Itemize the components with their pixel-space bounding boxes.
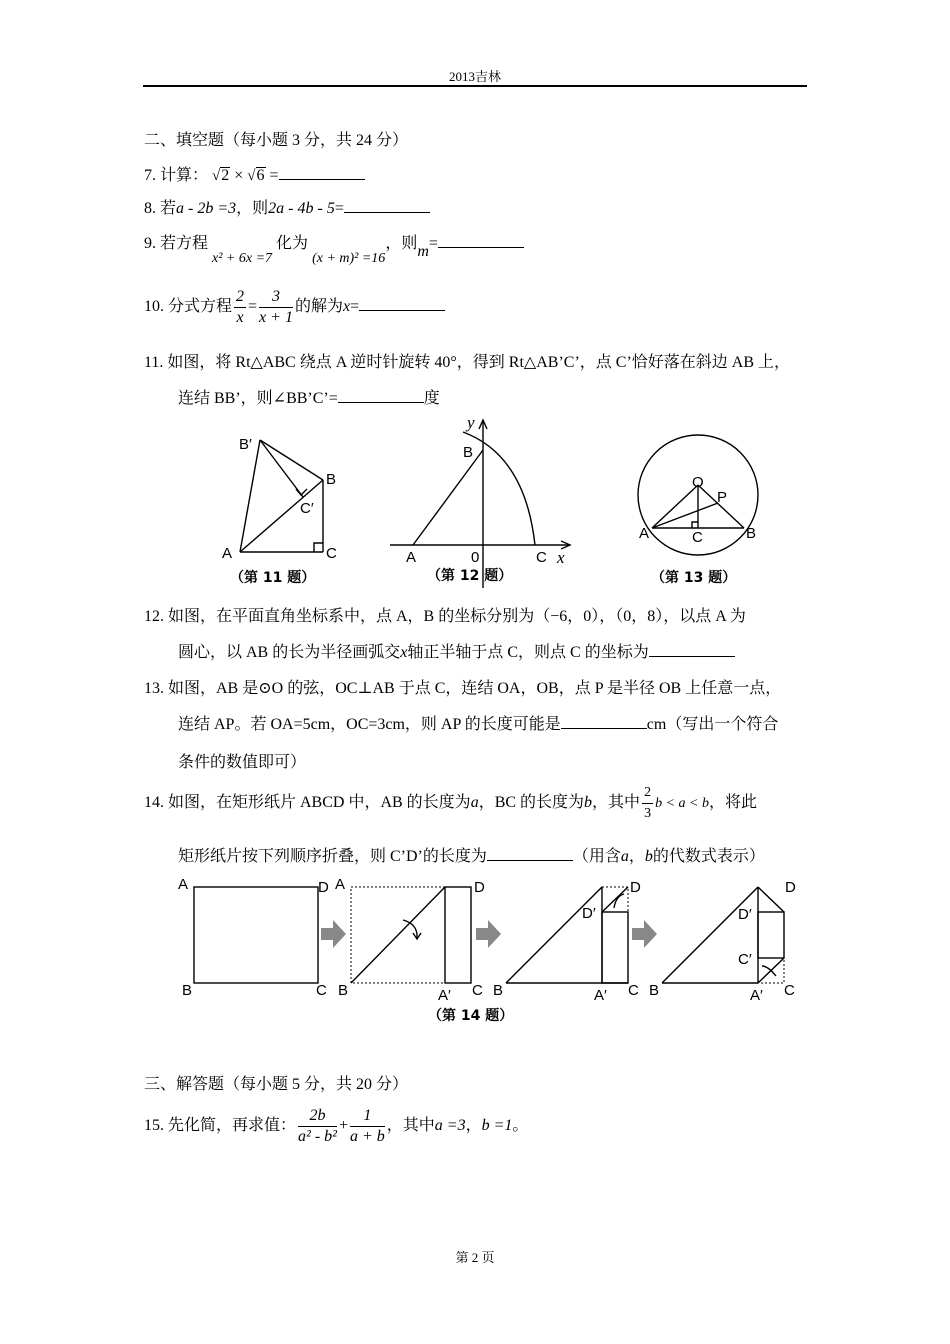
figure-14: [170, 872, 810, 1032]
f13-segment-OA: [652, 485, 698, 528]
q7-text: 计算：: [160, 167, 209, 184]
f14-p2-label-d: D: [474, 879, 485, 896]
q8-pre: 若: [160, 200, 177, 217]
answer-blank: [438, 233, 524, 248]
f11-line-B1C1: [260, 440, 303, 497]
q9-equals: =: [428, 235, 438, 252]
q14-frac-num: 2: [642, 783, 653, 804]
f14-p4-label-c: C: [784, 982, 795, 999]
q12-line-2: [178, 639, 735, 662]
answer-blank: [359, 296, 445, 311]
q15-pre: 15. 先化简，再求值：: [144, 1117, 297, 1135]
q9-equation-1: x² + 6x =7: [212, 251, 273, 266]
question-8: [144, 195, 430, 218]
f13-segment-AP: [652, 503, 718, 528]
q12-text-a: 圆心，以 AB 的长为半径画弧交: [178, 644, 401, 661]
f14-p3-label-c: C: [628, 982, 639, 999]
q14-text-a: 14. 如图，在矩形纸片 ABCD 中，AB 的长度为: [144, 794, 471, 812]
f14-p1-label-a: A: [178, 876, 189, 893]
q8-mid: ，则: [236, 200, 269, 217]
f13-label-b: B: [746, 525, 757, 542]
q8-expr-1: a - 2b =3: [176, 200, 237, 217]
q15-post: ，其中: [386, 1117, 435, 1135]
q7-radicand-2: 6: [256, 167, 265, 184]
section-2-title: 二、填空题（每小题 3 分，共 24 分）: [144, 132, 409, 149]
q10-denominator-1: x: [236, 309, 244, 326]
f14-p4-label-d-prime: D′: [738, 906, 752, 923]
question-15: [144, 1106, 528, 1147]
q10-variable: x: [342, 298, 351, 316]
q14-text-e: 矩形纸片按下列顺序折叠，则 C’D’的长度为: [178, 848, 487, 865]
q13-text-a: 连结 AP。若 OA=5cm，OC=3cm，则 AP 的长度可能是: [178, 716, 561, 733]
q14-text-c: ，其中: [592, 794, 641, 812]
f14-arrow-1: [321, 920, 346, 948]
f14-p2-label-c: C: [472, 982, 483, 999]
q7-number: 7.: [144, 167, 156, 184]
f14-p4-label-c-prime: C′: [738, 951, 752, 968]
q15-numerator-1: 2b: [298, 1106, 337, 1127]
f12-label-b: B: [463, 444, 474, 461]
q11-line-2: [178, 385, 440, 408]
f12-label-a: A: [406, 549, 417, 566]
q10-denominator-2: x + 1: [259, 309, 293, 326]
f11-label-b: B: [326, 471, 337, 488]
answer-blank: [338, 388, 424, 403]
f14-p3-label-b: B: [493, 982, 504, 999]
answer-blank: [649, 642, 735, 657]
q15-end: 。: [512, 1117, 529, 1135]
f14-p2-label-b: B: [338, 982, 349, 999]
page-header: 2013吉林: [448, 69, 501, 84]
q10-numerator-1: 2: [234, 287, 246, 308]
answer-blank: [487, 846, 573, 861]
section-3-title: 三、解答题（每小题 5 分，共 20 分）: [144, 1076, 409, 1093]
f13-label-o: O: [692, 474, 704, 491]
q10-equals: =: [350, 298, 360, 316]
f14-p4-strip: [758, 912, 784, 958]
f11-right-angle-C1: [296, 489, 307, 495]
f14-p1-label-b: B: [182, 982, 193, 999]
q15-denominator-2: a + b: [349, 1128, 385, 1145]
f14-strip: [445, 887, 471, 983]
answer-blank: [344, 198, 430, 213]
q10-pre: 分式方程: [168, 298, 233, 316]
q8-equals: =: [334, 200, 344, 217]
q11-post: 度: [423, 390, 440, 407]
f14-rectangle: [194, 887, 318, 983]
page-footer: 第 2 页: [455, 1250, 495, 1265]
q13-text-b: cm（写出一个符合: [646, 716, 779, 733]
f14-p4-hypotenuse: [662, 887, 758, 983]
q15-denominator-1: a² - b²: [298, 1128, 337, 1145]
q15-fraction-1: [298, 1106, 337, 1147]
answer-blank: [279, 165, 365, 180]
f14-fold-arrow-2: [614, 894, 624, 908]
q13-line-2: [178, 711, 778, 734]
answer-blank: [561, 714, 647, 729]
q9-variable: m: [417, 243, 429, 260]
f14-p3-label-d-prime: D′: [582, 905, 596, 922]
f12-label-origin: 0: [471, 549, 480, 566]
q15-numerator-2: 1: [350, 1106, 385, 1127]
question-7: 7. 计算： √2 × √6 =: [144, 162, 365, 185]
q10-numerator-2: 3: [259, 287, 293, 308]
q9-post: ，则: [385, 235, 418, 252]
f12-label-x: x: [557, 548, 565, 567]
q14-var-b: b: [584, 794, 593, 812]
q10-fraction-1: [234, 287, 246, 328]
f14-p1-label-c: C: [316, 982, 327, 999]
q9-equation-2: (x + m)² =16: [312, 251, 386, 266]
q14-var-a: a: [470, 794, 479, 812]
f13-label-p: P: [717, 489, 728, 506]
f12-label-c: C: [536, 549, 547, 566]
f13-label-a: A: [639, 525, 650, 542]
q14-inequality: b < a < b: [655, 796, 709, 812]
q15-fraction-2: [350, 1106, 385, 1147]
f11-label-c-prime: C′: [300, 500, 314, 517]
q14-text-g: ，: [628, 848, 645, 865]
f14-fold-line: [351, 887, 445, 983]
q14-text-f: （用含: [572, 848, 621, 865]
q9-mid: 化为: [276, 235, 309, 252]
q15-plus: +: [338, 1117, 348, 1135]
q14-line-1: [144, 783, 757, 824]
q9-pre: 若方程: [160, 235, 209, 252]
f11-label-c: C: [326, 545, 337, 562]
f14-p1-label-d: D: [318, 879, 329, 896]
q11-line-1: 11. 如图，将 Rt△ABC 绕点 A 逆时针旋转 40°，得到 Rt△AB’C’，点 C’恰好落在斜边 AB 上，: [144, 354, 791, 371]
f14-p3-label-d: D: [630, 879, 641, 896]
q14-frac-den: 3: [644, 806, 652, 821]
q13-line-3: 条件的数值即可）: [178, 754, 307, 771]
f14-p4-label-d: D: [785, 879, 796, 896]
f14-arrow-3: [632, 920, 657, 948]
q14-line-2: [178, 843, 765, 866]
q7-radicand-1: 2: [221, 167, 230, 184]
q14-var-b-2: b: [644, 848, 653, 865]
f14-p3-label-a-prime: A′: [594, 987, 607, 1004]
q12-variable: x: [400, 644, 408, 661]
q15-condition-2: b =1: [481, 1117, 513, 1135]
f14-p2-label-a-prime: A′: [438, 987, 451, 1004]
figure-12: [385, 410, 585, 590]
f14-caption: （第 14 题）: [428, 1008, 514, 1024]
q8-number: 8.: [144, 200, 156, 217]
f14-dotted-outline: [351, 887, 471, 983]
f12-label-y: y: [467, 413, 475, 432]
q7-times: ×: [234, 167, 244, 184]
header-rule: [143, 85, 807, 87]
q14-var-a-2: a: [620, 848, 629, 865]
q15-condition-1: a =3: [434, 1117, 466, 1135]
f12-caption: （第 12 题）: [427, 568, 513, 584]
q14-fraction: [642, 783, 653, 824]
q7-equals: =: [269, 167, 279, 184]
q14-text-d: ，将此: [708, 794, 757, 812]
q10-fraction-2: [259, 287, 293, 328]
f14-p4-label-a-prime: A′: [750, 987, 763, 1004]
f14-p4-top-fold: [758, 887, 784, 912]
f13-label-c: C: [692, 529, 703, 546]
q11-text: 连结 BB’，则∠BB’C’=: [178, 390, 338, 407]
q8-expr-2: 2a - 4b - 5: [268, 200, 335, 217]
f14-p2-label-a: A: [335, 876, 346, 893]
f11-caption: （第 11 题）: [230, 570, 316, 586]
f11-label-a: A: [222, 545, 233, 562]
q12-line-1: 12. 如图，在平面直角坐标系中，点 A，B 的坐标分别为（−6，0），（0，8），以点 A 为: [144, 608, 746, 625]
q10-equals-sign: =: [248, 298, 258, 316]
q15-separator: ，: [465, 1117, 482, 1135]
f13-right-angle: [692, 522, 698, 528]
q10-post: 的解为: [294, 298, 343, 316]
f12-arc: [463, 432, 535, 545]
q10-number: 10.: [144, 298, 164, 316]
f11-right-angle-C: [314, 543, 323, 552]
q14-text-b: ，BC 的长度为: [478, 794, 585, 812]
q12-text-b: 轴正半轴于点 C，则点 C 的坐标为: [407, 644, 649, 661]
f11-line-AB1: [240, 440, 260, 552]
f11-line-B1B: [260, 440, 323, 480]
figure-11: [215, 425, 355, 590]
f14-arrow-2: [476, 920, 501, 948]
question-10: [144, 287, 445, 328]
q13-line-1: 13. 如图，AB 是⊙O 的弦，OC⊥AB 于点 C，连结 OA，OB，点 P 是半径 OB 上任意一点，: [144, 680, 782, 697]
f14-p3-strip: [602, 912, 628, 983]
figure-13: [630, 430, 780, 590]
q14-text-h: 的代数式表示）: [652, 848, 765, 865]
f14-p3-fold: [602, 887, 628, 912]
f12-line-AB: [413, 450, 483, 545]
q9-number: 9.: [144, 235, 156, 252]
question-9: [144, 230, 524, 266]
f14-p3-hypotenuse: [506, 887, 602, 983]
f11-label-b-prime: B′: [239, 436, 252, 453]
f14-p4-label-b: B: [649, 982, 660, 999]
f13-caption: （第 13 题）: [651, 570, 737, 586]
